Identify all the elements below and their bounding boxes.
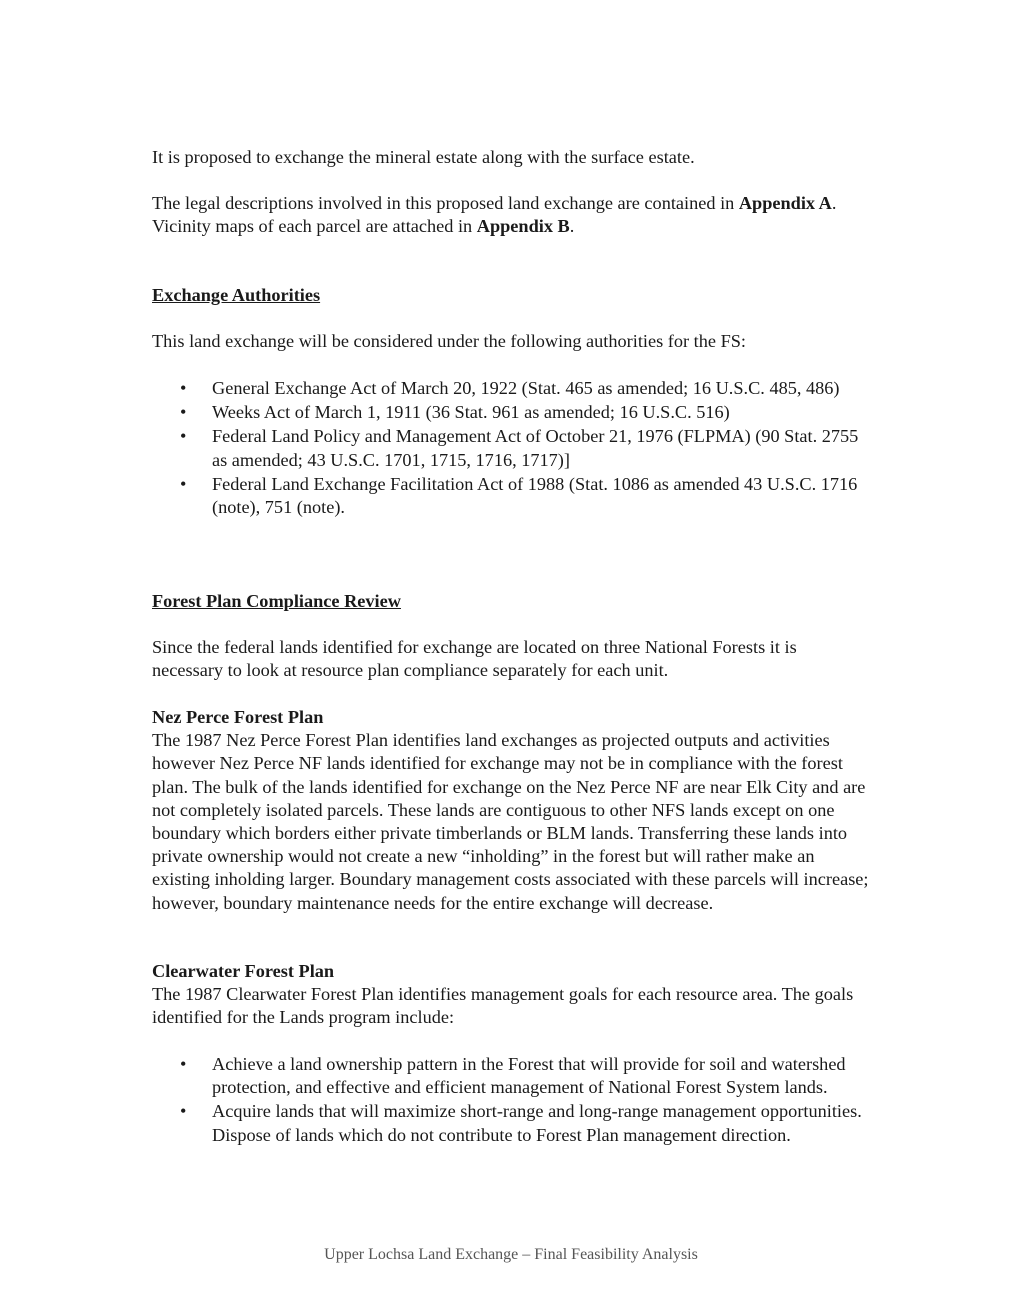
list-item	[152, 425, 872, 471]
paragraph-clearwater: The 1987 Clearwater Forest Plan identifies management goals for each resource area. The goals identified for the Lands program include:	[152, 984, 854, 1028]
list-item-text: Achieve a land ownership pattern in the Forest that will provide for soil and watershed protection, and effective and efficient management of National Forest System lands.	[212, 1054, 846, 1098]
list-item-text: Federal Land Policy and Management Act of October 21, 1976 (FLPMA) (90 Stat. 2755 as amended; 43 U.S.C. 1701, 1715, 1716, 1717)]	[212, 426, 859, 470]
paragraph-nez-perce: The 1987 Nez Perce Forest Plan identifies land exchanges as projected outputs and activities however Nez Perce NF lands identified for exchange may not be in compliance with the forest plan. The bulk of the lands identified for exchange on the Nez Perce NF are near Elk City and are not completely isolated parcels. These lands are contiguous to other NFS lands except on one boundary which borders either private timberlands or BLM lands. Transferring these lands into private ownership would not create a new “inholding” in the forest but will rather make an existing inholding larger. Boundary management costs associated with these parcels will increase; however, boundary maintenance needs for the entire exchange will decrease.	[152, 730, 869, 913]
text-run: . Vicinity maps of each parcel are attached in	[152, 193, 837, 237]
bullet-icon: •	[180, 1054, 187, 1074]
paragraph-mineral-estate: It is proposed to exchange the mineral estate along with the surface estate.	[152, 147, 695, 167]
bullet-icon: •	[180, 473, 187, 494]
text-run: The legal descriptions involved in this proposed land exchange are contained in	[152, 193, 739, 213]
section-nez-perce	[152, 706, 872, 915]
paragraph-legal-descriptions	[152, 192, 872, 238]
clearwater-goals-list	[152, 1053, 872, 1148]
list-item-text: General Exchange Act of March 20, 1922 (Stat. 465 as amended; 16 U.S.C. 485, 486)	[212, 378, 840, 398]
list-item-text: Federal Land Exchange Facilitation Act of 1988 (Stat. 1086 as amended 43 U.S.C. 1716 (note), 751 (note).	[212, 473, 858, 518]
list-item	[152, 1053, 872, 1099]
list-item	[152, 1100, 872, 1146]
section-clearwater	[152, 960, 872, 1030]
bullet-icon: •	[180, 1101, 187, 1122]
appendix-a-ref: Appendix A	[738, 193, 832, 213]
text-run: .	[569, 216, 575, 237]
bullet-icon: •	[180, 426, 187, 447]
list-item	[152, 377, 872, 400]
list-item-text: Weeks Act of March 1, 1911 (36 Stat. 961 as amended; 16 U.S.C. 516)	[212, 402, 730, 423]
bullet-icon: •	[180, 378, 187, 398]
list-item	[152, 473, 872, 519]
authorities-list	[152, 377, 872, 520]
subheading-nez-perce: Nez Perce Forest Plan	[152, 707, 324, 727]
heading-forest-plan-compliance: Forest Plan Compliance Review	[152, 591, 401, 611]
appendix-b-ref: Appendix B	[476, 216, 570, 237]
paragraph-authorities-intro: This land exchange will be considered under the following authorities for the FS:	[152, 331, 746, 351]
heading-exchange-authorities: Exchange Authorities	[152, 285, 321, 305]
list-item	[152, 401, 872, 424]
page-footer: Upper Lochsa Land Exchange – Final Feasibility Analysis	[324, 1246, 698, 1263]
list-item-text: Acquire lands that will maximize short-range and long-range management opportunities. Dispose of lands which do not contribute to Forest Plan management direction.	[212, 1101, 862, 1145]
subheading-clearwater: Clearwater Forest Plan	[152, 961, 335, 981]
bullet-icon: •	[180, 402, 187, 423]
paragraph-forest-plan-intro: Since the federal lands identified for exchange are located on three National Forests it is necessary to look at resource plan compliance separately for each unit.	[152, 637, 797, 681]
